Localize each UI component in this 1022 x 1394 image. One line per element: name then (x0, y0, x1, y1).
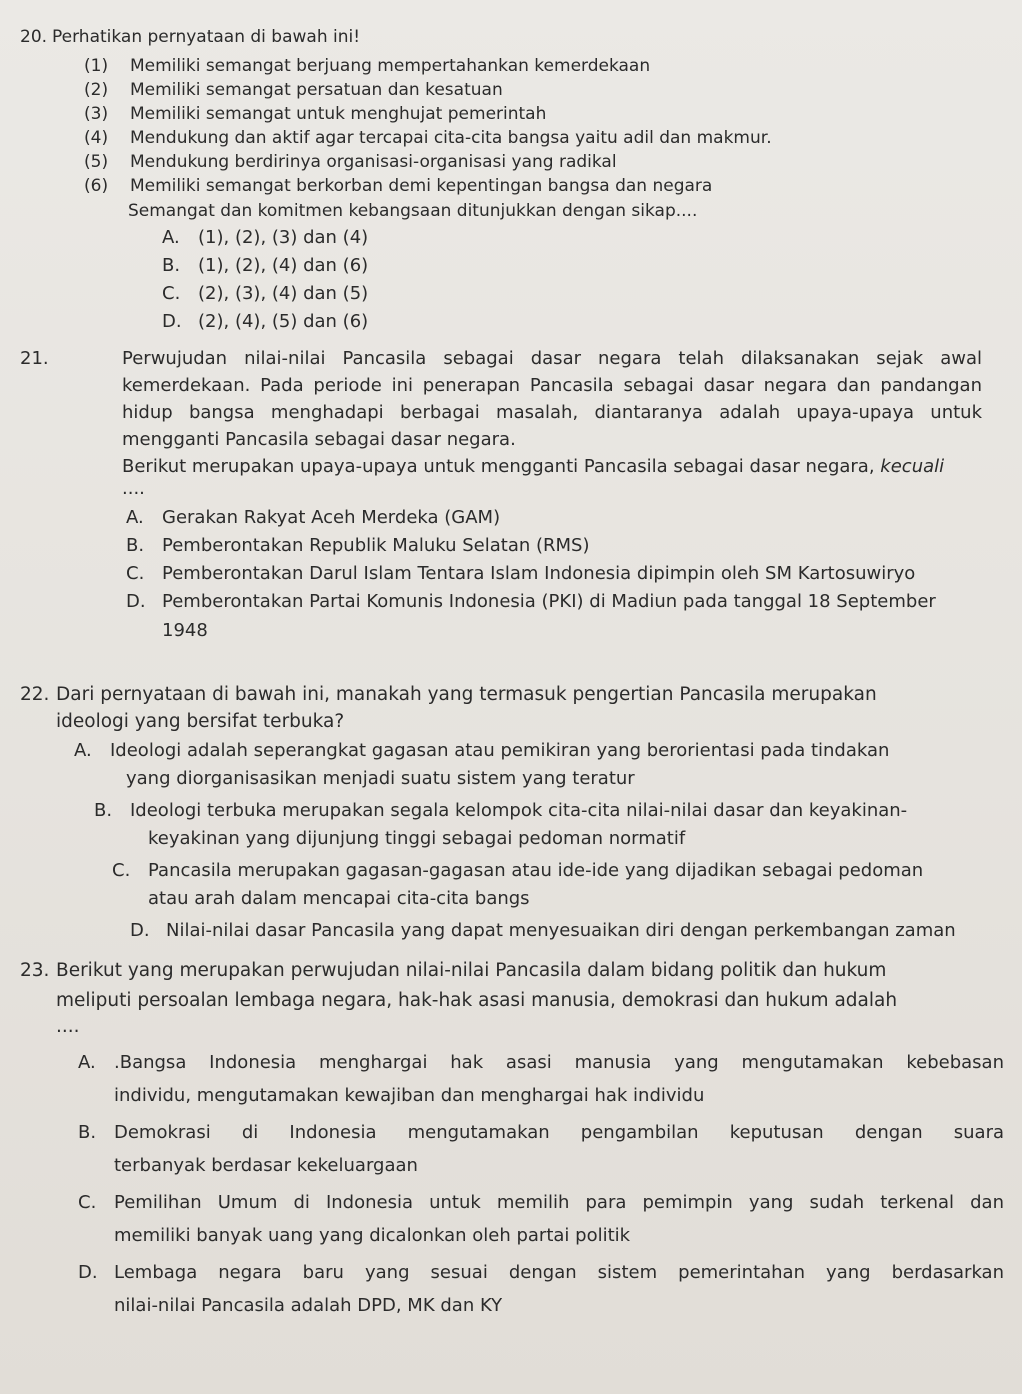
item-text: Memiliki semangat untuk menghujat pemerintah (130, 104, 547, 124)
item-text: Memiliki semangat persatuan dan kesatuan (130, 80, 503, 100)
option-text: Ideologi terbuka merupakan segala kelompok cita-cita nilai-nilai dasar dan keyakinan- (130, 800, 908, 821)
option-text-continued: keyakinan yang dijunjung tinggi sebagai pedoman normatif (148, 828, 686, 849)
question-20-options (20, 224, 1010, 336)
question-23-stem (20, 956, 1010, 1038)
question-22 (20, 681, 1010, 945)
option-text-continued: memiliki banyak uang yang dicalonkan oleh partai politik (114, 1225, 631, 1246)
option-text: Ideologi adalah seperangkat gagasan atau pemikiran yang berorientasi pada tindakan (110, 740, 890, 761)
option-label: A. (78, 1052, 96, 1073)
option-c[interactable] (112, 857, 1010, 913)
option-label: C. (162, 283, 181, 304)
option-label: B. (126, 535, 145, 556)
option-label: C. (112, 860, 131, 881)
item-text: Memiliki semangat berkorban demi kepentingan bangsa dan negara (130, 176, 713, 196)
option-b[interactable] (78, 1116, 1004, 1182)
option-text: Lembaga negara baru yang sesuai dengan sistem pemerintahan yang berdasarkan (114, 1262, 1004, 1283)
stem-line: hidup bangsa menghadapi berbagai masalah, diantaranya adalah upaya-upaya untuk (122, 402, 982, 423)
option-text-continued: 1948 (162, 620, 208, 641)
option-text: (2), (4), (5) dan (6) (198, 311, 369, 332)
option-text: Pemberontakan Darul Islam Tentara Islam Indonesia dipimpin oleh SM Kartosuwiryo (162, 563, 916, 584)
option-label: C. (126, 563, 145, 584)
item-text: Memiliki semangat berjuang mempertahankan kemerdekaan (130, 56, 651, 76)
option-label: B. (162, 255, 181, 276)
question-20 (20, 24, 1010, 336)
option-a[interactable] (162, 224, 1010, 252)
option-c[interactable] (78, 1186, 1004, 1252)
stem-line: Perwujudan nilai-nilai Pancasila sebagai dasar negara telah dilaksanakan sejak awal (122, 348, 982, 369)
question-21-prompt (122, 453, 982, 480)
item-text: Mendukung dan aktif agar tercapai cita-cita bangsa yaitu adil dan makmur. (130, 128, 772, 148)
question-number: 22. (20, 684, 50, 705)
option-text-continued: terbanyak berdasar kekeluargaan (114, 1155, 418, 1176)
option-text: Gerakan Rakyat Aceh Merdeka (GAM) (162, 507, 501, 528)
item-label: (5) (84, 152, 109, 172)
option-label: B. (78, 1122, 97, 1143)
item-label: (4) (84, 128, 109, 148)
statement-item (84, 150, 1010, 174)
item-label: (2) (84, 80, 109, 100)
option-text: (2), (3), (4) dan (5) (198, 283, 369, 304)
question-22-stem (20, 681, 1010, 735)
stem-line: meliputi persoalan lembaga negara, hak-hak asasi manusia, demokrasi dan hukum adalah (56, 990, 898, 1011)
option-d[interactable] (130, 917, 1010, 945)
option-text-continued: yang diorganisasikan menjadi suatu sistem yang teratur (126, 768, 635, 789)
item-label: (3) (84, 104, 109, 124)
statement-item (84, 78, 1010, 102)
question-number: 21. (20, 348, 49, 369)
prompt-ellipsis: .... (122, 478, 145, 499)
question-number: 20. (20, 27, 48, 47)
option-label: D. (126, 591, 146, 612)
statement-item (84, 102, 1010, 126)
option-label: D. (162, 311, 182, 332)
item-text: Mendukung berdirinya organisasi-organisasi yang radikal (130, 152, 617, 172)
statement-item (84, 174, 1010, 198)
option-text: (1), (2), (4) dan (6) (198, 255, 369, 276)
option-d[interactable] (162, 308, 1010, 336)
option-a[interactable] (126, 504, 1010, 532)
stem-line: Dari pernyataan di bawah ini, manakah yang termasuk pengertian Pancasila merupakan (56, 684, 877, 705)
prompt-emphasis: kecuali (880, 456, 945, 477)
option-text: Pancasila merupakan gagasan-gagasan atau ide-ide yang dijadikan sebagai pedoman (148, 860, 924, 881)
option-text: Demokrasi di Indonesia mengutamakan pengambilan keputusan dengan suara (114, 1122, 1004, 1143)
option-text: (1), (2), (3) dan (4) (198, 227, 369, 248)
option-text-continued: atau arah dalam mencapai cita-cita bangs (148, 888, 530, 909)
option-text: Pemberontakan Partai Komunis Indonesia (PKI) di Madiun pada tanggal 18 September (162, 591, 936, 612)
option-text-continued: nilai-nilai Pancasila adalah DPD, MK dan KY (114, 1295, 503, 1316)
option-text: Pemilihan Umum di Indonesia untuk memilih para pemimpin yang sudah terkenal dan (114, 1192, 1004, 1213)
option-a[interactable] (78, 1046, 1004, 1112)
statement-item (84, 54, 1010, 78)
item-label: (6) (84, 176, 109, 196)
question-20-prompt: Semangat dan komitmen kebangsaan ditunjukkan dengan sikap.... (128, 201, 698, 221)
option-label: A. (126, 507, 144, 528)
option-label: C. (78, 1192, 97, 1213)
option-b[interactable] (162, 252, 1010, 280)
option-b[interactable] (126, 532, 1010, 560)
stem-ellipsis: .... (56, 1016, 80, 1037)
stem-text: Perhatikan pernyataan di bawah ini! (52, 27, 361, 47)
question-21 (20, 345, 1010, 646)
option-text-continued: individu, mengutamakan kewajiban dan menghargai hak individu (114, 1085, 705, 1106)
item-label: (1) (84, 56, 109, 76)
question-number: 23. (20, 960, 50, 981)
stem-line: Berikut yang merupakan perwujudan nilai-nilai Pancasila dalam bidang politik dan hukum (56, 960, 887, 981)
statement-item (84, 126, 1010, 150)
prompt-text: Berikut merupakan upaya-upaya untuk mengganti Pancasila sebagai dasar negara, (122, 456, 875, 477)
question-20-stem (20, 24, 1010, 51)
option-c[interactable] (162, 280, 1010, 308)
option-label: D. (78, 1262, 98, 1283)
option-c[interactable] (126, 560, 1010, 588)
stem-line: mengganti Pancasila sebagai dasar negara. (122, 429, 516, 450)
option-b[interactable] (94, 797, 1010, 853)
option-text: Pemberontakan Republik Maluku Selatan (RMS) (162, 535, 590, 556)
option-label: B. (94, 800, 113, 821)
question-21-options (20, 504, 1010, 646)
question-23-options (20, 1046, 1010, 1322)
question-21-stem (20, 345, 1010, 498)
question-22-options (20, 737, 1010, 945)
option-d[interactable] (126, 588, 1010, 646)
option-text: Nilai-nilai dasar Pancasila yang dapat menyesuaikan diri dengan perkembangan zaman (166, 920, 956, 941)
question-23 (20, 956, 1010, 1322)
option-label: A. (74, 740, 92, 761)
option-text: .Bangsa Indonesia menghargai hak asasi manusia yang mengutamakan kebebasan (114, 1052, 1004, 1073)
option-label: A. (162, 227, 180, 248)
option-d[interactable] (78, 1256, 1004, 1322)
option-label: D. (130, 920, 150, 941)
stem-line: kemerdekaan. Pada periode ini penerapan Pancasila sebagai dasar negara dan pandangan (122, 375, 982, 396)
stem-line: ideologi yang bersifat terbuka? (56, 711, 345, 732)
option-a[interactable] (74, 737, 1010, 793)
